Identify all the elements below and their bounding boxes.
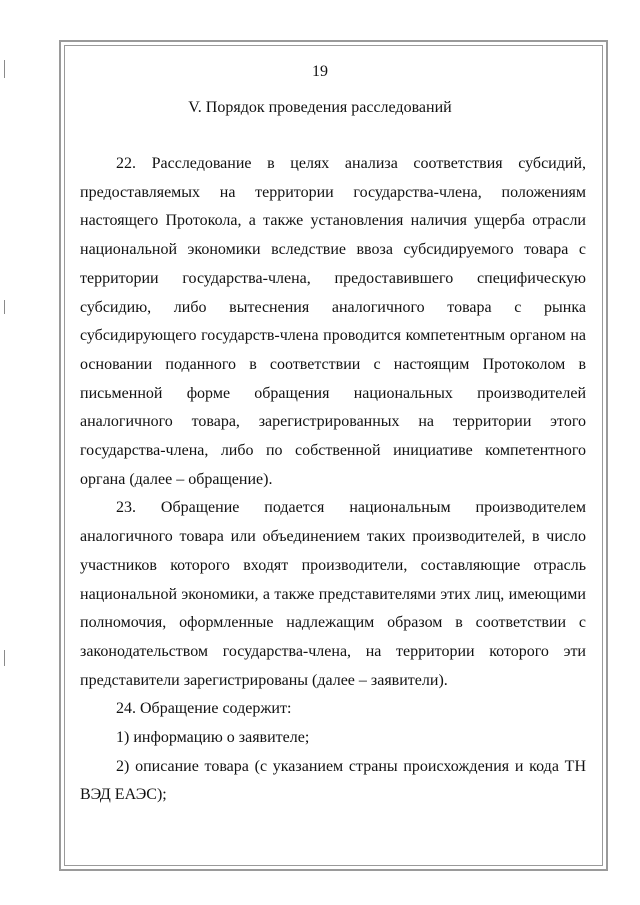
document-body	[80, 150, 586, 810]
paragraph-24: 24. Обращение содержит:	[116, 700, 292, 718]
list-item-1: 1) информацию о заявителе;	[116, 729, 310, 747]
paragraph-23: 23. Обращение подается национальным производителем аналогичного товара или объединением таких производителей, в число участников которого входят производители, составляющие отрасль национальной экономики, а также представителями этих лиц, имеющими полномочия, оформленные надлежащим образом в соответствии с законодательством государства-члена, на территории которого эти представители зарегистрированы (далее – заявители).	[80, 499, 586, 689]
section-title: V. Порядок проведения расследований	[188, 99, 452, 116]
page-number: 19	[312, 63, 328, 80]
scan-edge-mark	[4, 300, 5, 314]
list-item-2: 2) описание товара (с указанием страны происхождения и кода ТН ВЭД ЕАЭС);	[80, 757, 586, 804]
paragraph-22: 22. Расследование в целях анализа соответствия субсидий, предоставляемых на территории государства-члена, положениям настоящего Протокола, а также установления наличия ущерба отрасли национальной экономики вследствие ввоза субсидируемого товара с территории государства-члена, предоставившего специфическую субсидию, либо вытеснения аналогичного товара с рынка субсидирующего государств-члена проводится компетентным органом на основании поданного в соответствии с настоящим Протоколом в письменной форме обращения национальных производителей аналогичного товара, зарегистрированных на территории этого государства-члена, либо по собственной инициативе компетентного органа (далее – обращение).	[80, 155, 586, 488]
scan-edge-mark	[4, 650, 5, 666]
